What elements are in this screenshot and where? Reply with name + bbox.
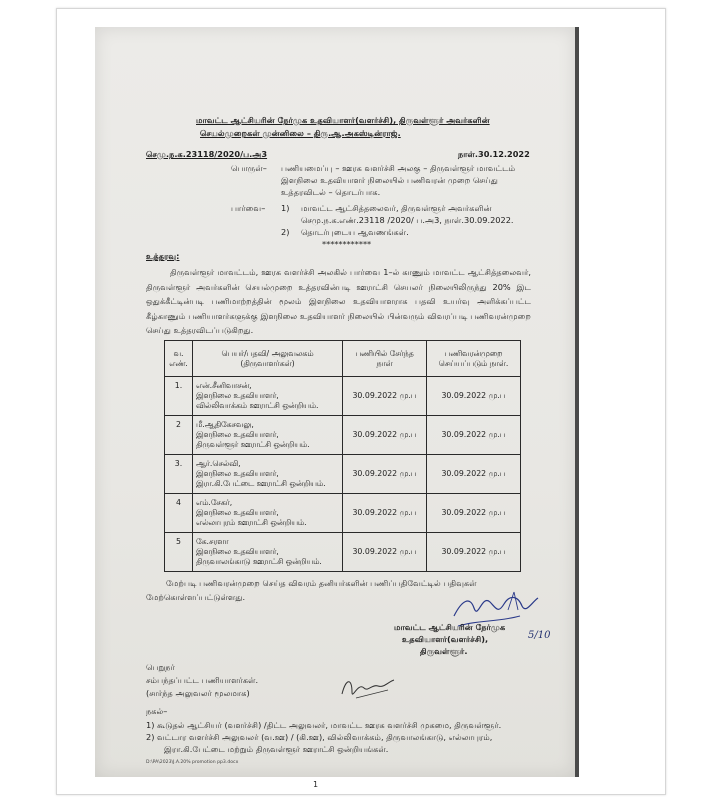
header-joined-date: பணியில் சேர்ந்த நாள் [343,341,427,377]
table-row [165,455,521,494]
footer-file-path: D:\PA\2023\J.A.20% promotion pp3.docx [146,760,239,765]
order-label: உத்தரவு: [146,251,180,261]
page-number: 1 [313,780,319,789]
reference-item-1-line-1: மாவட்ட ஆட்சித்தலைவர், திருவள்ளூர் அவர்களின் [301,203,492,213]
document-date: நாள்.30.12.2022 [458,149,530,159]
row-regularised-date: 30.09.2022 மு.ப [427,416,521,455]
row-joined-date: 30.09.2022 மு.ப [343,416,427,455]
reference-number: செமு.ந.க.23118/2020/ப.அ3 [146,149,268,159]
row-employee: எம்.சேகர், இளநிலை உதவியாளர், எல்லாபுரம் ஊராட்சி ஒன்றியம். [193,494,343,533]
row-sno: 1. [165,377,193,416]
row-joined-date: 30.09.2022 மு.ப [343,455,427,494]
reference-item-1-line-2: செமு.ந.க.எண்.23118 /2020/ ப.அ3, நாள்.30.09.2022. [301,215,514,225]
row-sno: 4 [165,494,193,533]
order-paragraph: திருவள்ளூர் மாவட்டம், ஊரக வளர்ச்சி அலகில் பார்வை 1–ல் காணும் மாவட்ட ஆட்சித்தலைவர், திருவள்ளூர் அவர்களின் செயல்முறை உத்தரவின்படி ஊராட்சி செயலர் நிலையிலிருந்து 20% இட ஒதுக்கீட்டின்படி பணிமாற்றத்தின் மூலம் இளநிலை உதவியாளராக பதவி உயர்வு அளிக்கப்பட்ட கீழ்காணும் பணியாளர்களுக்கு இளநிலை உதவியாளர் நிலையில் பின்வரும் விவரப்படி பணிவரன்முறை செய்து உத்தரவிடப்படுகிறது. [146,267,531,335]
copy-line-1: 1) கூடுதல் ஆட்சியர் (வளர்ச்சி) /திட்ட அலுவலர், மாவட்ட ஊரக வளர்ச்சி முகமை, திருவள்ளூர். [146,720,502,730]
row-sno: 2 [165,416,193,455]
row-joined-date: 30.09.2022 மு.ப [343,377,427,416]
table-header-row [165,341,521,377]
heading-line-2: செயல்முறைகள் முன்னிலை – திரு.ஆ.அகஸ்டின்ராஜ். [200,128,401,138]
subject-line-2: இளநிலை உதவியாளர் நிலையில் பணிவரன் முறை செய்து [281,175,498,185]
row-employee: என்.சீனிவாசன், இளநிலை உதவியாளர், வில்லிவாக்கம் ஊராட்சி ஒன்றியம். [193,377,343,416]
row-joined-date: 30.09.2022 மு.ப [343,533,427,572]
recipients-label: பெறுநர் [146,662,175,672]
heading-line-1: மாவட்ட ஆட்சியரின் நேர்முக உதவியாளர்(வளர்ச்சி), திருவள்ளூர் அவர்களின் [196,115,490,125]
row-employee: ஆர்.செல்வி, இளநிலை உதவியாளர், இரா.கி.பேட்டை ஊராட்சி ஒன்றியம். [193,455,343,494]
row-regularised-date: 30.09.2022 மு.ப [427,455,521,494]
row-employee: கே.சரளா இளநிலை உதவியாளர், திருவாலங்காடு ஊராட்சி ஒன்றியம். [193,533,343,572]
reference-label: பார்வை– [231,203,266,213]
reference-item-2-line-1: தொடர்புடைய ஆவணங்கள். [301,227,409,237]
table-row [165,533,521,572]
subject-line-1: பணியமைப்பு – ஊரக வளர்ச்சி அலகு – திருவள்ளூர் மாவட்டம் [281,163,516,173]
reference-item-2-no: 2) [281,227,290,237]
row-regularised-date: 30.09.2022 மு.ப [427,377,521,416]
recipients-line-1: சம்பந்தப்பட்ட பணியாளர்கள். [146,675,259,685]
subject-label: பொருள்– [231,163,267,173]
header-name: பெயர்/பதவி/ அலுவலகம் (திருவாளர்கள்) [193,341,343,377]
copy-line-2: 2) வட்டார வளர்ச்சி அலுவலர் (வ.ஊ) / (கி.ஊ), வில்லிவாக்கம், திருவாலங்காடு, எல்லாபுரம், [146,732,493,742]
row-regularised-date: 30.09.2022 மு.ப [427,533,521,572]
row-joined-date: 30.09.2022 மு.ப [343,494,427,533]
regularisation-table [164,340,521,572]
copy-label: நகல்– [146,706,168,716]
table-row [165,377,521,416]
table-row [165,416,521,455]
closing-line-2: மேற்கொள்ளப்பட்டுள்ளது. [146,592,246,602]
header-sno: வ. எண். [165,341,193,377]
subject-line-3: உத்தரவிடல் – தொடர்பாக. [281,187,381,197]
initials-signature [338,672,398,704]
row-sno: 5 [165,533,193,572]
table-row [165,494,521,533]
signatory-line-2: உதவியாளர்(வளர்ச்சி), [402,634,489,644]
signatory-line-3: திருவள்ளூர். [420,646,468,656]
reference-separator: ************ [322,239,372,249]
row-employee: மீ.ஆதிகேசவலு, இளநிலை உதவியாளர், திருவள்ளூர் ஊராட்சி ஒன்றியம். [193,416,343,455]
row-regularised-date: 30.09.2022 மு.ப [427,494,521,533]
recipients-line-2: (சார்ந்த அலுவலர் மூலமாக) [146,688,250,698]
row-sno: 3. [165,455,193,494]
closing-line-1: மேற்படி பணிவரன்முறை செய்த விவரம் தனியர்களின் பணிப்பதிவேட்டில் பதிவுகள் [166,578,477,588]
copy-line-3: இரா.கி.பேட்டை மற்றும் திருவள்ளூர் ஊராட்சி ஒன்றியங்கள். [164,744,389,754]
header-regularised-date: பணிவரன்முறை செய்யப்படும் நாள். [427,341,521,377]
signatory-line-1: மாவட்ட ஆட்சியரின் நேர்முக [394,622,506,632]
reference-item-1-no: 1) [281,203,290,213]
signature-note: 5/10 [528,630,551,641]
